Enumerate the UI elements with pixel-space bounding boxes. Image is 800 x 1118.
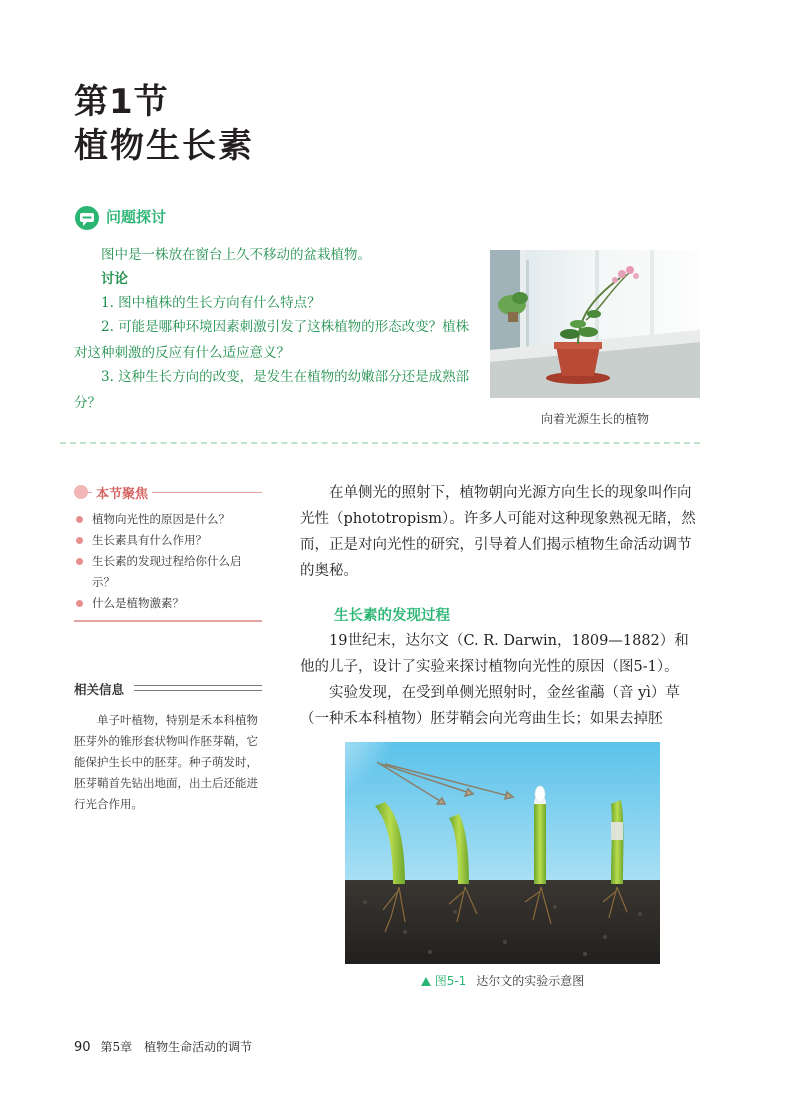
discussion-label: 讨论 [101,271,128,287]
section-focus-label: 本节聚焦 [92,483,152,502]
exploration-intro: 图中是一株放在窗台上久不移动的盆栽植物。 [101,247,371,263]
problem-exploration-label: 问题探讨 [106,208,167,226]
related-info-rule [134,685,262,691]
related-info-text: 单子叶植物，特别是禾本科植物胚芽外的锥形套状物叫作胚芽鞘，它能保护生长中的胚芽。种子萌发时，胚芽鞘首先钻出地面，出土后还能进行光合作用。 [74,713,258,811]
focus-item: 植物向光性的原因是什么？ [74,509,262,530]
section-focus-box [74,483,262,622]
page-number: 90 [74,1040,91,1055]
darwin-experiment-figure [345,742,660,964]
section-divider [60,442,700,444]
subheading-discovery: 生长素的发现过程 [334,608,450,624]
section-title: 植物生长素 [74,126,254,166]
question-1: 1. 图中植株的生长方向有什么特点？ [101,295,321,311]
focus-list [74,509,262,614]
speech-bubble-icon [74,205,100,231]
windowsill-plant-photo [490,250,700,398]
question-3: 3. 这种生长方向的改变，是发生在植物的幼嫩部分还是成熟部分？ [74,369,470,411]
question-2: 2. 可能是哪种环境因素刺激引发了这株植物的形态改变？植株对这种刺激的反应有什么适应意义？ [74,319,470,361]
section-number: 第1节 [74,82,169,122]
triangle-marker-icon [421,977,431,986]
figure-caption [345,972,660,989]
focus-item: 生长素具有什么作用？ [74,530,262,551]
discovery-paragraph-block [300,628,700,732]
focus-bottom-rule [74,620,262,622]
section-focus-header [74,483,262,501]
focus-dot-icon [74,485,88,499]
figure-number: 图5-1 [434,974,467,988]
photo-caption: 向着光源生长的植物 [540,412,649,426]
figure-caption-text: 达尔文的实验示意图 [476,974,585,988]
intro-paragraph-block [300,480,700,584]
focus-item: 生长素的发现过程给你什么启示？ [74,551,262,593]
paragraph-darwin: 19世纪末，达尔文（C. R. Darwin，1809—1882）和他的儿子，设计了实验来探讨植物向光性的原因（图5-1）。 [300,633,689,675]
focus-item: 什么是植物激素？ [74,593,262,614]
page-footer [74,1038,252,1055]
paragraph-phototropism: 在单侧光的照射下，植物朝向光源方向生长的现象叫作向光性（phototropism）。许多人可能对这种现象熟视无睹，然而，正是对向光性的研究，引导着人们揭示植物生命活动调节的奥秘。 [300,485,696,579]
paragraph-experiment: 实验发现，在受到单侧光照射时，金丝雀虉（音 yì）草（一种禾本科植物）胚芽鞘会向光弯曲生长；如果去掉胚 [300,685,680,727]
chapter-title: 第5章 植物生命活动的调节 [100,1040,253,1054]
related-info-header [74,680,262,696]
related-info-label: 相关信息 [74,682,125,697]
